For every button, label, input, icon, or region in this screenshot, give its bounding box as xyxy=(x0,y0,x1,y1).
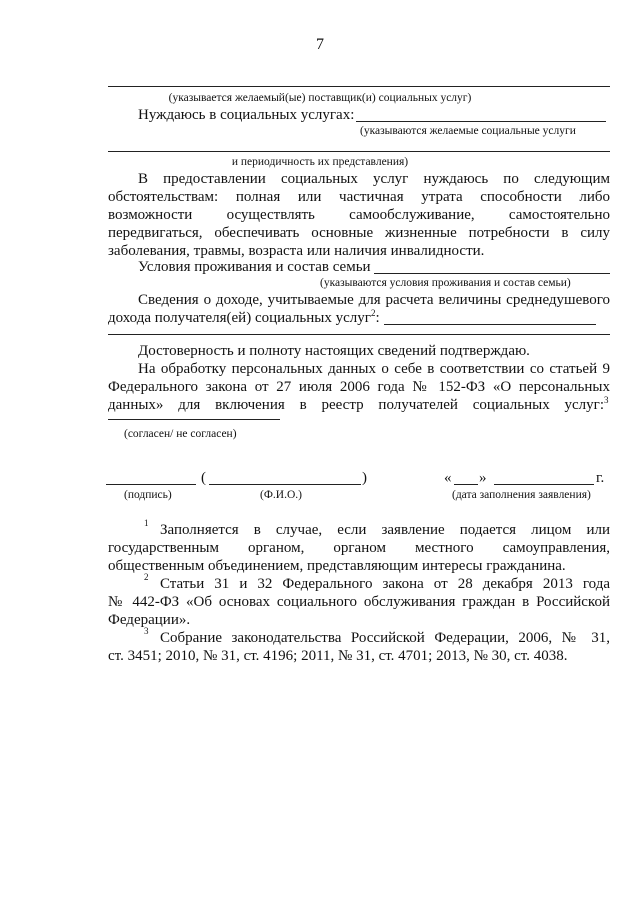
income-colon: : xyxy=(375,310,380,326)
income-line-1: Сведения о доходе, учитываемые для расчета величины среднедушевого xyxy=(138,292,610,308)
consent-line-text: данных» для включения в реестр получателей социальных услуг: xyxy=(108,397,604,413)
income-line-2 xyxy=(108,309,380,327)
need-caption-1: (указываются желаемые социальные услуги xyxy=(360,125,576,137)
footnote-1-line: 1 Заполняется в случае, если заявление подается лицом или xyxy=(144,518,610,538)
fio-close-paren: ) xyxy=(362,470,367,486)
page-number: 7 xyxy=(316,36,324,53)
income-label: дохода получателя(ей) социальных услуг xyxy=(108,310,371,326)
footnote-1-line: государственным органом, органом местного самоуправления, xyxy=(108,540,610,556)
signature-input-line[interactable] xyxy=(106,484,196,485)
footnote-2-text: Статьи 31 и 32 Федерального закона от 28 декабря 2013 года xyxy=(160,576,610,592)
need-input-line[interactable] xyxy=(356,121,606,122)
footnote-ref-3: 3 xyxy=(604,395,609,405)
footnote-2-line: 2 Статьи 31 и 32 Федерального закона от 28 декабря 2013 года xyxy=(144,572,610,592)
living-label: Условия проживания и состав семьи xyxy=(138,259,371,275)
circumstances-line: заболевания, травмы, возраста или наличия инвалидности. xyxy=(108,243,485,259)
circumstances-line: возможности осуществлять самообслуживание, самостоятельно xyxy=(108,207,610,223)
circumstances-line: обстоятельствам: полная или частичная утрата способности либо xyxy=(108,189,610,205)
footnote-1-line: общественным объединением, представляющим интересы гражданина. xyxy=(108,558,566,574)
footnote-3-line: 3 Собрание законодательства Российской Федерации, 2006, № 31, xyxy=(144,626,610,646)
fio-caption: (Ф.И.О.) xyxy=(260,489,302,501)
consent-line: На обработку персональных данных о себе в соответствии со статьей 9 xyxy=(138,361,610,377)
fio-open-paren: ( xyxy=(201,470,206,486)
need-caption-2: и периодичность их представления) xyxy=(231,156,409,168)
date-caption: (дата заполнения заявления) xyxy=(452,489,591,501)
consent-input-line[interactable] xyxy=(108,419,280,420)
date-close-quote: » xyxy=(479,470,487,486)
footnote-2-line: Федерации». xyxy=(108,612,191,628)
date-day-input-line[interactable] xyxy=(454,484,478,485)
footnote-2-line: № 442-ФЗ «Об основах социального обслуживания граждан в Российской xyxy=(108,594,610,610)
consent-caption: (согласен/ не согласен) xyxy=(124,428,237,440)
circumstances-line: В предоставлении социальных услуг нуждаюсь по следующим xyxy=(138,171,610,187)
date-month-input-line[interactable] xyxy=(494,484,594,485)
footnote-3-text: Собрание законодательства Российской Федерации, 2006, № 31, xyxy=(160,630,610,646)
consent-line: Федерального закона от 27 июля 2006 года № 152-ФЗ «О персональных xyxy=(108,379,610,395)
date-open-quote: « xyxy=(444,470,452,486)
date-year-suffix: г. xyxy=(596,470,605,486)
footnote-3-line: ст. 3451; 2010, № 31, ст. 4196; 2011, № 31, ст. 4701; 2013, № 30, ст. 4038. xyxy=(108,648,568,664)
provider-caption: (указывается желаемый(ые) поставщик(и) социальных услуг) xyxy=(168,92,472,104)
living-input-line[interactable] xyxy=(374,273,610,274)
footnote-1-text: Заполняется в случае, если заявление подается лицом или xyxy=(160,522,610,538)
income-input-line[interactable] xyxy=(384,324,596,325)
signature-caption: (подпись) xyxy=(124,489,172,501)
living-caption: (указываются условия проживания и состав семьи) xyxy=(320,277,571,289)
confirm-text: Достоверность и полноту настоящих сведений подтверждаю. xyxy=(138,343,530,359)
provider-input-line[interactable] xyxy=(108,86,610,87)
footnote-ref-2: 2 xyxy=(370,308,376,318)
circumstances-line: передвигаться, обеспечивать основные жизненные потребности в силу xyxy=(108,225,610,241)
consent-line xyxy=(108,396,610,414)
fio-input-line[interactable] xyxy=(209,484,361,485)
need-input-line-2[interactable] xyxy=(108,151,610,152)
income-input-line-2[interactable] xyxy=(108,334,610,335)
need-label: Нуждаюсь в социальных услугах: xyxy=(138,107,355,123)
